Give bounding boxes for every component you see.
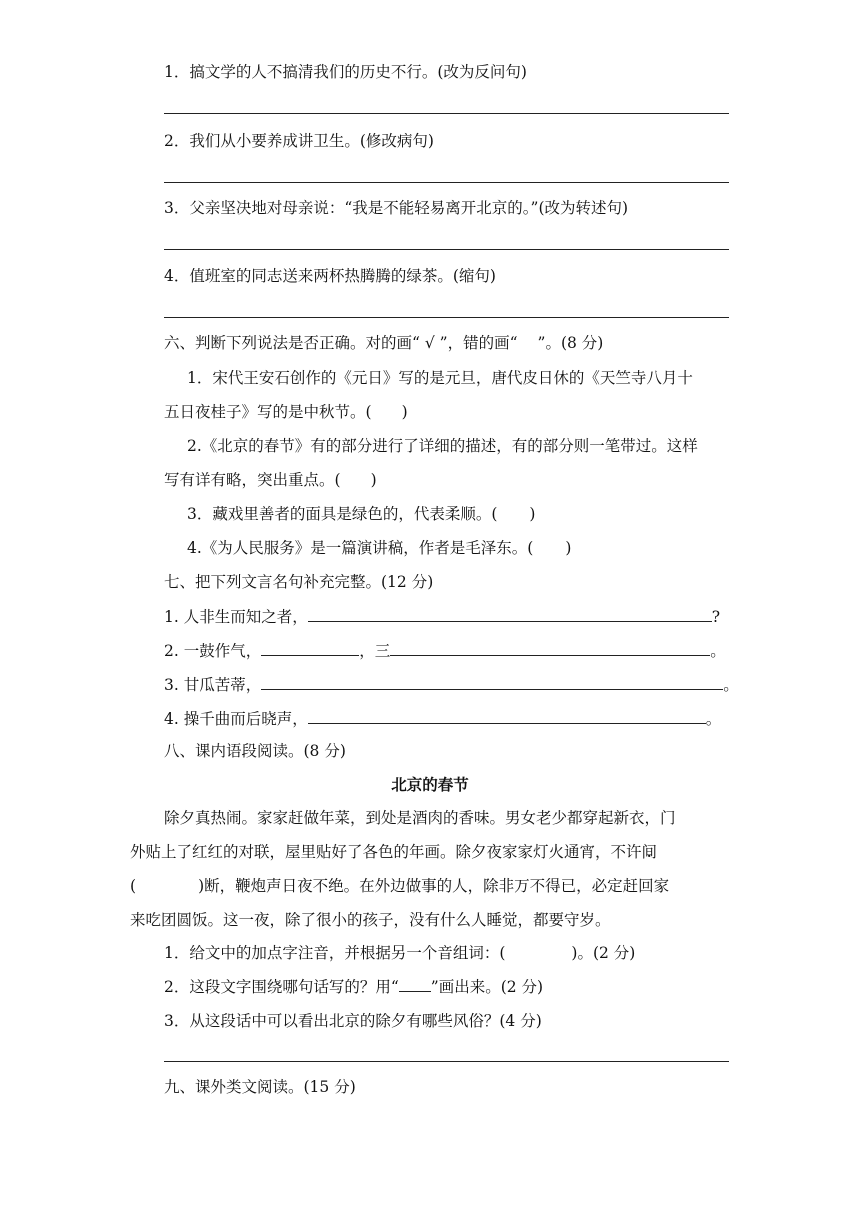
- section6-heading: [164, 333, 603, 353]
- s6-q1-text: 五日夜桂子》写的是中秋节。(: [164, 403, 372, 421]
- s8-q1-end: )。(2 分): [571, 944, 636, 962]
- bracket-close: ): [529, 505, 536, 523]
- bracket-close: ): [401, 403, 408, 421]
- s6-q2-line2: [164, 470, 377, 490]
- s6-q3: [187, 504, 535, 524]
- s6-q1-line2: [164, 402, 408, 422]
- section8-heading: 八、课内语段阅读。(8 分): [164, 742, 346, 760]
- answer-line[interactable]: [164, 249, 729, 250]
- s6-q2-line1: 2.《北京的春节》有的部分进行了详细的描述，有的部分则一笔带过。这样: [187, 437, 698, 455]
- passage-line-4: 来吃团圆饭。这一夜，除了很小的孩子，没有什么人睡觉，都要守岁。: [130, 911, 611, 929]
- s8-q1: [164, 943, 635, 963]
- s7-q3-end: 。: [723, 676, 739, 694]
- s8-q3: 3．从这段话中可以看出北京的除夕有哪些风俗？(4 分): [164, 1012, 542, 1030]
- s8-q2-end: ”画出来。(2 分): [430, 978, 544, 996]
- s7-q4-text: 4. 操千曲而后晓声，: [164, 710, 308, 728]
- s7-q2-end: 。: [710, 642, 726, 660]
- passage-line-2: [130, 842, 657, 862]
- s6-q4-text: 4.《为人民服务》是一篇演讲稿，作者是毛泽东。(: [187, 539, 534, 557]
- s5-question-3: 3．父亲坚决地对母亲说：“我是不能轻易离开北京的。”(改为转述句): [164, 199, 629, 217]
- s7-q2-text: 2. 一鼓作气，: [164, 642, 262, 660]
- passage-line-2-text: 外贴上了红红的对联，屋里贴好了各色的年画。除夕夜家家灯火通宵，不许: [130, 843, 642, 861]
- s7-q3-text: 3. 甘瓜苦蒂，: [164, 676, 262, 694]
- s7-q3: [164, 674, 739, 695]
- s6-q4: [187, 538, 571, 558]
- s8-q1-text: 1．给文中的加点字注音，并根据另一个音组词：(: [164, 944, 506, 962]
- section6-heading-b: ”。(8 分): [537, 334, 604, 352]
- fill-blank[interactable]: [261, 640, 359, 656]
- s7-q2-mid: ，三: [359, 642, 391, 660]
- section9-heading: 九、课外类文阅读。(15 分): [164, 1078, 356, 1096]
- s5-question-2: 2．我们从小要养成讲卫生。(修改病句): [164, 132, 434, 150]
- s8-q2-text: 2．这段文字围绕哪句话写的？用“: [164, 978, 399, 996]
- passage-title: 北京的春节: [391, 776, 469, 794]
- s5-question-1: 1．搞文学的人不搞清我们的历史不行。(改为反问句): [164, 63, 527, 81]
- fill-blank[interactable]: [390, 640, 710, 656]
- fill-blank[interactable]: [261, 674, 723, 690]
- section6-heading-a: 六、判断下列说法是否正确。对的画“ √ ”，错的画“: [164, 334, 518, 352]
- s7-q4-end: 。: [705, 710, 722, 728]
- bracket-close: ): [565, 539, 572, 557]
- s8-q2: [164, 977, 543, 997]
- passage-line-3-text: )断，鞭炮声日夜不绝。在外边做事的人，除非万不得已，必定赶回家: [198, 877, 670, 895]
- s7-q2: [164, 640, 726, 661]
- passage-line-1: 除夕真热闹。家家赶做年菜，到处是酒肉的香味。男女老少都穿起新衣，门: [164, 809, 676, 827]
- answer-line[interactable]: [164, 182, 729, 183]
- s5-question-4: 4．值班室的同志送来两杯热腾腾的绿茶。(缩句): [164, 267, 496, 285]
- fill-blank[interactable]: [308, 606, 712, 622]
- s7-q1-end: ?: [711, 608, 721, 626]
- bracket-close: ): [370, 471, 377, 489]
- answer-line[interactable]: [164, 113, 729, 114]
- s6-q2-text: 写有详有略，突出重点。(: [164, 471, 341, 489]
- s7-q4: [164, 708, 721, 729]
- s6-q1-line1: 1．宋代王安石创作的《元日》写的是元旦，唐代皮日休的《天竺寺八月十: [187, 369, 693, 387]
- s6-q3-text: 3．藏戏里善者的面具是绿色的，代表柔顺。(: [187, 505, 498, 523]
- fill-blank[interactable]: [308, 708, 706, 724]
- bracket-open: (: [130, 877, 137, 895]
- answer-line[interactable]: [164, 1061, 729, 1062]
- answer-line[interactable]: [164, 317, 729, 318]
- dotted-character: 间: [641, 843, 658, 861]
- s7-q1: [164, 606, 720, 627]
- s7-q1-text: 1. 人非生而知之者，: [164, 608, 308, 626]
- underline-sample: [399, 978, 431, 992]
- passage-line-3: [130, 876, 669, 896]
- section7-heading: 七、把下列文言名句补充完整。(12 分): [164, 573, 434, 591]
